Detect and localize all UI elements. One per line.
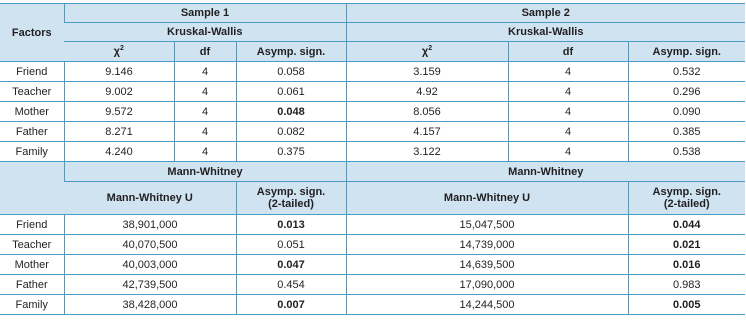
mw-u-header-sample1: Mann-Whitney U [64,182,236,215]
chi-value: 8.271 [64,122,174,142]
mw-p-value: 0.051 [236,235,346,255]
mw-p-value: 0.983 [628,275,745,295]
mw-u-value: 38,428,000 [64,295,236,315]
asymp-value: 0.296 [628,82,745,102]
mw-u-value: 40,003,000 [64,255,236,275]
chi-header-sample2 [346,42,508,62]
mw-u-value: 42,739,500 [64,275,236,295]
df-value: 4 [174,82,236,102]
mw-p-value-significant: 0.005 [628,295,745,315]
asymp-value: 0.375 [236,142,346,162]
results-table [0,3,745,315]
asymp-line2: (2-tailed) [663,198,710,210]
kw-row-family [0,142,745,162]
asymp-line1: Asymp. sign. [256,186,326,198]
asymp-value: 0.061 [236,82,346,102]
factor-label: Friend [0,62,64,82]
column-header-row [0,42,745,62]
mw-p-value-significant: 0.044 [628,215,745,235]
mw-u-value: 38,901,000 [64,215,236,235]
sample1-header: Sample 1 [64,4,346,23]
chi-superscript: 2 [119,45,124,53]
asymp-line2: (2-tailed) [268,198,314,210]
chi-value: 4.157 [346,122,508,142]
kw-row-friend [0,62,745,82]
chi-symbol: χ [113,45,120,58]
df-header-sample1: df [174,42,236,62]
factor-label: Father [0,122,64,142]
mw-column-header-row [0,182,745,215]
mw-p-value-significant: 0.021 [628,235,745,255]
factors-header: Factors [0,4,64,62]
mw-asymp-header-sample2 [628,182,745,215]
asymp-value: 0.058 [236,62,346,82]
chi-symbol: χ [421,45,429,58]
chi-value: 3.122 [346,142,508,162]
asymp-header-sample2: Asymp. sign. [628,42,745,62]
mw-u-value: 40,070,500 [64,235,236,255]
mw-asymp-header-sample1 [236,182,346,215]
chi-value: 9.146 [64,62,174,82]
chi-value: 4.92 [346,82,508,102]
df-value: 4 [174,62,236,82]
kw-header-sample2: Kruskal-Wallis [346,23,745,42]
df-value: 4 [508,62,628,82]
asymp-line1: Asymp. sign. [652,186,721,198]
factor-label: Teacher [0,82,64,102]
chi-value: 3.159 [346,62,508,82]
df-header-sample2: df [508,42,628,62]
mw-u-value: 14,639,500 [346,255,628,275]
kw-row-father [0,122,745,142]
chi-value: 9.572 [64,102,174,122]
mw-p-value-significant: 0.007 [236,295,346,315]
factors-spacer [0,162,64,215]
df-value: 4 [508,122,628,142]
kw-header-sample1: Kruskal-Wallis [64,23,346,42]
asymp-header-sample1: Asymp. sign. [236,42,346,62]
factor-label: Mother [0,102,64,122]
mw-u-value: 14,739,000 [346,235,628,255]
chi-header-sample1 [64,42,174,62]
mw-title-row [0,162,745,182]
df-value: 4 [174,142,236,162]
mw-p-value-significant: 0.013 [236,215,346,235]
asymp-value: 0.532 [628,62,745,82]
sample-header-row [0,4,745,23]
factor-label: Friend [0,215,64,235]
chi-value: 8.056 [346,102,508,122]
mw-row-family [0,295,745,315]
factor-label: Teacher [0,235,64,255]
results-table-container [0,3,745,315]
mw-p-value: 0.454 [236,275,346,295]
df-value: 4 [174,122,236,142]
mw-p-value-significant: 0.047 [236,255,346,275]
asymp-value-significant: 0.048 [236,102,346,122]
test-header-row [0,23,745,42]
df-value: 4 [508,102,628,122]
kw-row-mother [0,102,745,122]
factor-label: Family [0,295,64,315]
asymp-value: 0.082 [236,122,346,142]
mw-u-value: 14,244,500 [346,295,628,315]
df-value: 4 [174,102,236,122]
asymp-value: 0.385 [628,122,745,142]
df-value: 4 [508,142,628,162]
factor-label: Mother [0,255,64,275]
chi-value: 9.002 [64,82,174,102]
kw-row-teacher [0,82,745,102]
mw-header-sample1: Mann-Whitney [64,162,346,182]
factor-label: Father [0,275,64,295]
factor-label: Family [0,142,64,162]
mw-row-friend [0,215,745,235]
mw-u-header-sample2: Mann-Whitney U [346,182,628,215]
mw-u-value: 17,090,000 [346,275,628,295]
mw-row-mother [0,255,745,275]
chi-superscript: 2 [428,45,433,53]
sample2-header: Sample 2 [346,4,745,23]
mw-header-sample2: Mann-Whitney [346,162,745,182]
mw-row-teacher [0,235,745,255]
asymp-value: 0.538 [628,142,745,162]
mw-p-value-significant: 0.016 [628,255,745,275]
mw-row-father [0,275,745,295]
mw-u-value: 15,047,500 [346,215,628,235]
df-value: 4 [508,82,628,102]
asymp-value: 0.090 [628,102,745,122]
chi-value: 4.240 [64,142,174,162]
